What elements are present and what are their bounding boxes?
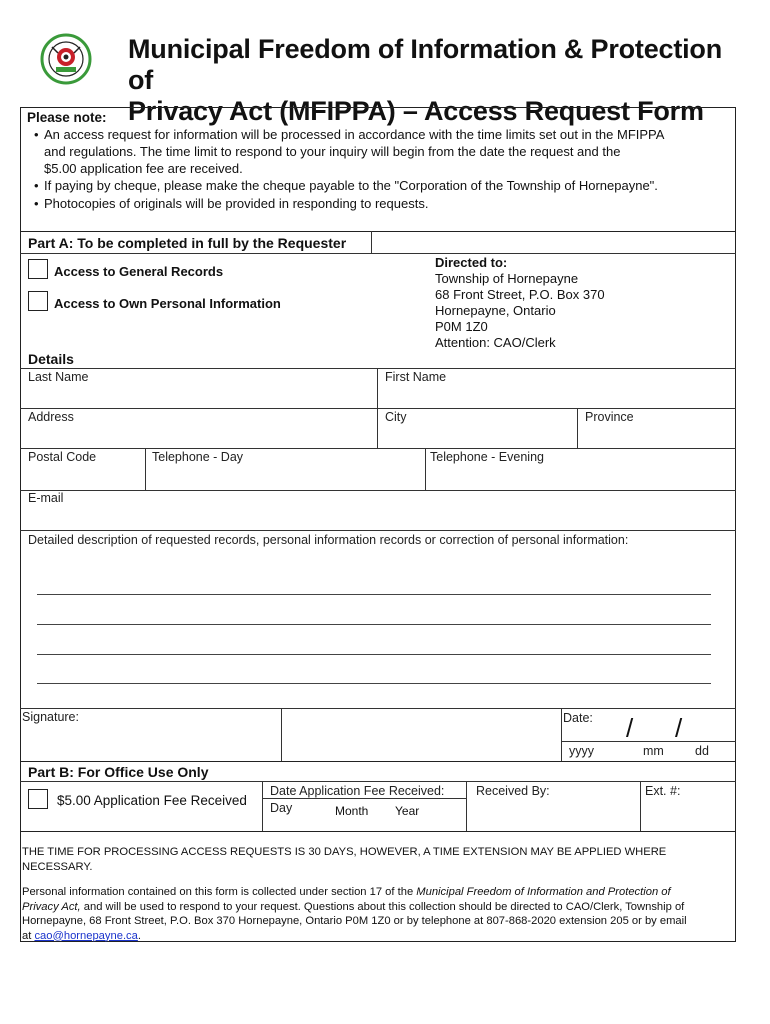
act-name-1: Municipal Freedom of Information and Protection of: [416, 886, 671, 898]
divider: [640, 781, 641, 831]
divider: [425, 448, 426, 490]
date-separator: /: [626, 713, 634, 743]
divider: [577, 408, 578, 448]
details-heading: Details: [28, 351, 74, 367]
mm-hint: mm: [643, 744, 664, 758]
privacy-notice: [22, 885, 734, 943]
privacy-line-1-text: Personal information contained on this form is collected under section 17 of the: [22, 886, 417, 898]
divider: [20, 781, 736, 782]
address-label: Address: [28, 410, 74, 424]
address-line-1: Township of Hornepayne: [435, 271, 579, 286]
date-field[interactable]: [566, 727, 730, 741]
general-records-checkbox[interactable]: [28, 259, 48, 279]
note-bullet-1-line-1: An access request for information will be processed in accordance with the time limits set out in the MFIPPA: [44, 127, 665, 142]
writing-line: [37, 654, 711, 655]
signature-field[interactable]: [287, 712, 557, 756]
divider: [262, 781, 263, 831]
date-label: Date:: [563, 711, 593, 725]
fee-received-checkbox[interactable]: [28, 789, 48, 809]
divider: [20, 408, 736, 409]
part-a-heading: Part A: To be completed in full by the Requester: [28, 235, 347, 251]
month-label: Month: [335, 804, 369, 818]
writing-line: [37, 594, 711, 595]
fee-received-label: $5.00 Application Fee Received: [57, 793, 247, 808]
divider: [20, 530, 736, 531]
note-heading: Please note:: [27, 110, 107, 125]
signature-label: Signature:: [22, 710, 79, 724]
divider: [20, 490, 736, 491]
divider: [145, 448, 146, 490]
notice-line-1: THE TIME FOR PROCESSING ACCESS REQUESTS IS 30 DAYS, HOWEVER, A TIME EXTENSION MAY BE APPLIED WHERE: [22, 846, 667, 858]
divider: [371, 231, 372, 253]
telephone-evening-label: Telephone - Evening: [430, 450, 544, 464]
telephone-evening-field[interactable]: [430, 466, 730, 486]
email-field[interactable]: [28, 507, 728, 529]
general-records-label: Access to General Records: [54, 264, 224, 279]
divider: [281, 708, 282, 761]
divider: [561, 708, 562, 761]
note-bullet-1-line-3: $5.00 application fee are received.: [44, 161, 243, 176]
telephone-day-label: Telephone - Day: [152, 450, 244, 464]
description-field[interactable]: [36, 560, 712, 690]
writing-line: [37, 683, 711, 684]
email-label: E-mail: [28, 491, 64, 505]
dd-hint: dd: [695, 744, 709, 758]
note-bullet-2: • If paying by cheque, please make the cheque payable to the "Corporation of the Township of Hornepayne".: [34, 178, 658, 193]
yyyy-hint: yyyy: [569, 744, 594, 758]
directed-to-heading: Directed to:: [435, 255, 508, 270]
own-personal-info-label: Access to Own Personal Information: [54, 296, 281, 311]
act-name-2: Privacy Act,: [22, 900, 81, 913]
privacy-line-4-end: .: [137, 929, 141, 942]
ext-field[interactable]: [645, 800, 731, 826]
note-bullet-3: • Photocopies of originals will be provided in responding to requests.: [34, 196, 429, 211]
divider: [20, 231, 736, 232]
description-label: Detailed description of requested records, personal information records or correction of personal information:: [28, 533, 629, 547]
city-label: City: [385, 410, 407, 424]
email-link[interactable]: cao@hornepayne.ca: [34, 929, 138, 942]
divider: [377, 408, 378, 448]
writing-line: [37, 624, 711, 625]
day-label: Day: [270, 801, 293, 815]
divider: [262, 798, 466, 799]
address-line-2: 68 Front Street, P.O. Box 370: [435, 287, 605, 302]
postal-code-field[interactable]: [28, 466, 140, 486]
part-b-heading: Part B: For Office Use Only: [28, 764, 209, 780]
note-bullet-1-line-2: and regulations. The time limit to respond to your inquiry will begin from the date the request and the: [44, 144, 621, 159]
province-field[interactable]: [585, 426, 730, 446]
divider: [20, 368, 736, 369]
date-fee-received-label: Date Application Fee Received:: [270, 784, 445, 798]
postal-code-label: Postal Code: [28, 450, 97, 464]
ext-label: Ext. #:: [645, 784, 681, 798]
date-separator: /: [675, 713, 683, 743]
last-name-label: Last Name: [28, 370, 89, 384]
first-name-label: First Name: [385, 370, 447, 384]
province-label: Province: [585, 410, 634, 424]
received-by-field[interactable]: [476, 800, 636, 826]
divider: [377, 368, 378, 408]
own-personal-info-checkbox[interactable]: [28, 291, 48, 311]
city-field[interactable]: [385, 426, 573, 446]
telephone-day-field[interactable]: [152, 466, 420, 486]
title-line-2: Privacy Act (MFIPPA) – Access Request Form: [128, 96, 704, 126]
divider: [20, 831, 736, 832]
divider: [561, 741, 736, 742]
privacy-line-3: Hornepayne, 68 Front Street, P.O. Box 370 Hornepayne, Ontario P0M 1Z0 or by telephone at 807-868-2020 extension 205 or by email: [22, 915, 687, 927]
notice-line-2: NECESSARY.: [22, 860, 93, 873]
received-by-label: Received By:: [476, 784, 550, 798]
address-line-3: Hornepayne, Ontario: [435, 303, 556, 318]
directed-to-block: [435, 255, 605, 351]
note-bullet-1: • An access request for information will be processed in accordance with the time limits set out in the MFIPPA and regulations. The time limit to respond to your inquiry will begin from the date the request and the $5.00 application fee are received.: [44, 126, 734, 177]
first-name-field[interactable]: [385, 386, 730, 406]
processing-time-notice: [22, 845, 734, 874]
title-line-1: Municipal Freedom of Information & Protection of: [128, 34, 723, 95]
divider: [466, 781, 467, 831]
divider: [20, 448, 736, 449]
divider: [20, 761, 736, 762]
address-line-5: Attention: CAO/Clerk: [435, 335, 556, 350]
township-logo: [40, 33, 92, 85]
privacy-line-4-text: at: [22, 929, 35, 942]
last-name-field[interactable]: [28, 386, 374, 406]
note-bullet-2-text: If paying by cheque, please make the cheque payable to the "Corporation of the Township of Hornepayne".: [44, 178, 658, 193]
divider: [20, 253, 736, 254]
privacy-line-2-text: and will be used to respond to your request. Questions about this collection should be directed to CAO/Clerk, Township of: [80, 900, 685, 913]
divider: [20, 708, 736, 709]
year-label: Year: [395, 804, 420, 818]
address-field[interactable]: [28, 426, 374, 446]
note-bullet-3-text: Photocopies of originals will be provided in responding to requests.: [44, 196, 429, 211]
address-line-4: P0M 1Z0: [435, 319, 488, 334]
